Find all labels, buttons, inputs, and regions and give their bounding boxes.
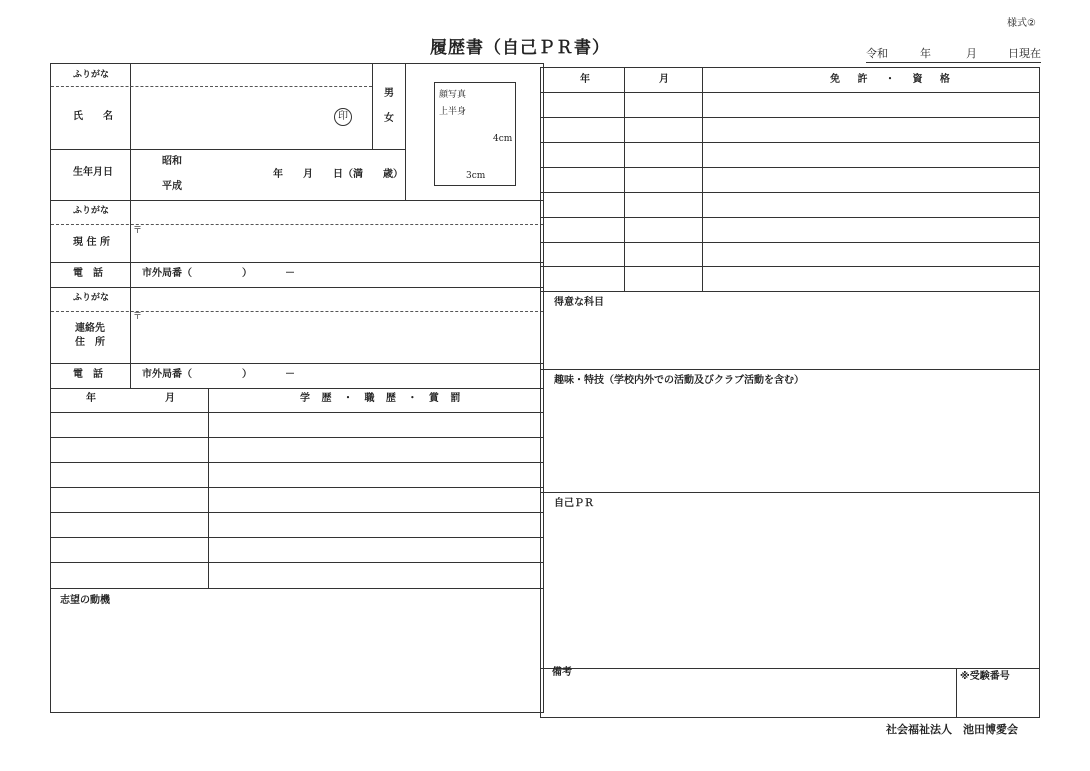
birth-fields: 年 月 日（満 歳） xyxy=(273,169,403,180)
self-pr-bottom-line xyxy=(540,668,1040,669)
phone-close: ） xyxy=(242,268,252,279)
contact-label-1: 連絡先 xyxy=(75,323,105,334)
address-furigana-dotted-line xyxy=(51,224,543,225)
row-line-phone2-bottom xyxy=(50,388,544,389)
row-line-birth-bottom xyxy=(50,200,544,201)
license-month-line-right xyxy=(702,67,703,291)
contact-label-2: 住 所 xyxy=(75,337,105,348)
era-showa[interactable]: 昭和 xyxy=(162,156,182,167)
gender-female[interactable]: 女 xyxy=(384,113,394,124)
license-row-line xyxy=(540,217,1040,218)
address-furigana-label: ふりがな xyxy=(73,206,110,216)
furigana-dotted-line xyxy=(51,86,372,87)
date-underline xyxy=(866,62,1041,63)
furigana-label: ふりがな xyxy=(73,70,110,80)
seal-mark: 印 xyxy=(334,108,352,126)
license-row-line xyxy=(540,242,1040,243)
history-month-header: 月 xyxy=(165,393,175,404)
date-month: 月 xyxy=(966,47,977,60)
contact-phone-prefix: 市外局番（ xyxy=(142,369,192,380)
license-row-line xyxy=(540,117,1040,118)
date-era: 令和 xyxy=(866,47,888,60)
photo-width-label: 3cm xyxy=(466,171,486,181)
license-row-line xyxy=(540,167,1040,168)
contact-furigana-dotted-line xyxy=(51,311,543,312)
birth-label: 生年月日 xyxy=(73,167,113,178)
license-bottom-line xyxy=(540,291,1040,292)
license-year-header: 年 xyxy=(580,74,590,85)
license-row-line xyxy=(540,266,1040,267)
photo-label-1: 顔写真 xyxy=(439,90,467,100)
contact-phone-dash: － xyxy=(285,369,295,380)
history-row-line xyxy=(50,562,544,563)
label-column-line xyxy=(130,63,131,388)
hobbies-label: 趣味・特技（学校内外での活動及びクラブ活動を含む） xyxy=(554,375,804,386)
date-year: 年 xyxy=(920,47,931,60)
row-line-phone-bottom xyxy=(50,287,544,288)
date-day: 日現在 xyxy=(1008,47,1041,60)
hobbies-bottom-line xyxy=(540,492,1040,493)
gender-column-left xyxy=(372,63,373,149)
gender-column-right xyxy=(405,63,406,200)
exam-number-label: ※受験番号 xyxy=(960,671,1010,682)
history-row-line xyxy=(50,537,544,538)
history-row-line xyxy=(50,462,544,463)
address-label: 現 住 所 xyxy=(73,237,110,248)
remarks-label: 備考 xyxy=(552,667,572,678)
license-header-bottom xyxy=(540,92,1040,93)
subjects-bottom-line xyxy=(540,369,1040,370)
license-month-line-left xyxy=(624,67,625,291)
history-row-line xyxy=(50,512,544,513)
phone-dash: － xyxy=(285,268,295,279)
phone-label: 電 話 xyxy=(73,268,103,279)
photo-height-label: 4cm xyxy=(493,134,513,144)
history-month-line xyxy=(208,388,209,588)
name-label: 氏 名 xyxy=(73,111,113,122)
license-content-header: 免 許 ・ 資 格 xyxy=(830,74,957,85)
license-row-line xyxy=(540,142,1040,143)
phone-prefix: 市外局番（ xyxy=(142,268,192,279)
form-number: 様式② xyxy=(1007,18,1036,29)
contact-furigana-label: ふりがな xyxy=(73,293,110,303)
exam-number-divider xyxy=(956,668,957,718)
history-header-bottom xyxy=(50,412,544,413)
license-month-header: 月 xyxy=(659,74,669,85)
photo-label-2: 上半身 xyxy=(439,107,467,117)
license-row-line xyxy=(540,192,1040,193)
contact-postal-mark: 〒 xyxy=(133,312,143,322)
right-panel xyxy=(540,67,1040,718)
contact-phone-close: ） xyxy=(242,369,252,380)
history-bottom-line xyxy=(50,588,544,589)
motivation-label: 志望の動機 xyxy=(60,595,110,606)
history-content-header: 学 歴 ・ 職 歴 ・ 賞 罰 xyxy=(300,393,465,404)
row-line-name-bottom xyxy=(50,149,405,150)
row-line-address-bottom xyxy=(50,262,544,263)
history-year-header: 年 xyxy=(86,393,96,404)
gender-male[interactable]: 男 xyxy=(384,88,394,99)
history-row-line xyxy=(50,437,544,438)
self-pr-label: 自己ＰＲ xyxy=(554,498,594,509)
page-title: 履歴書（自己ＰＲ書） xyxy=(430,38,610,58)
row-line-contact-bottom xyxy=(50,363,544,364)
history-row-line xyxy=(50,487,544,488)
address-postal-mark: 〒 xyxy=(133,226,143,236)
subjects-label: 得意な科目 xyxy=(554,297,604,308)
era-heisei[interactable]: 平成 xyxy=(162,181,182,192)
organization-name: 社会福祉法人 池田博愛会 xyxy=(886,723,1018,736)
contact-phone-label: 電 話 xyxy=(73,369,103,380)
